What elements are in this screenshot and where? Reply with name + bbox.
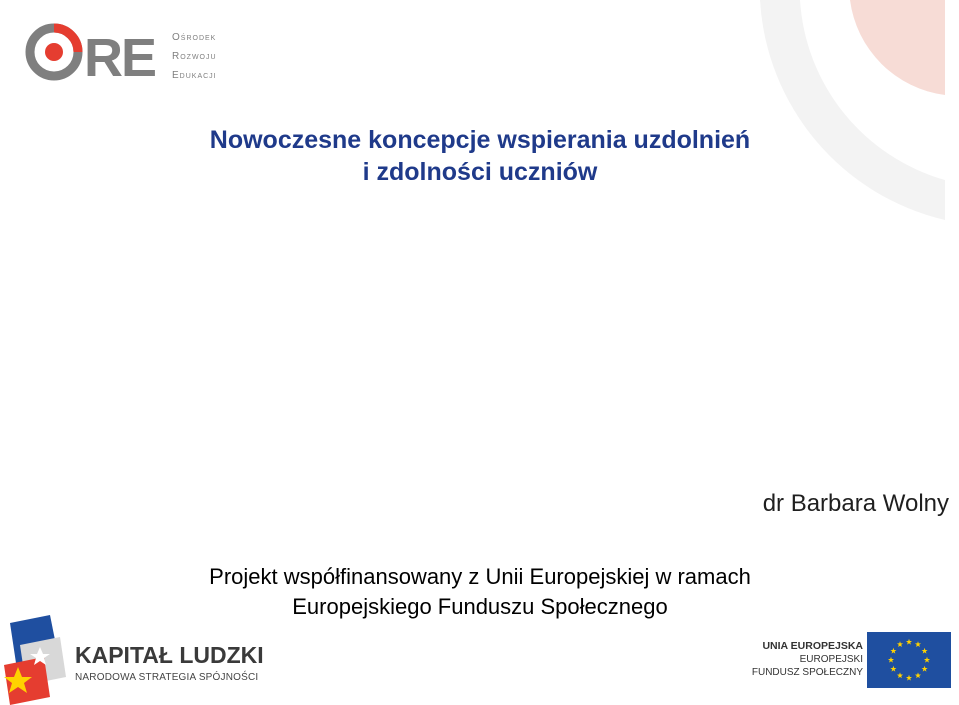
eu-line-1: UNIA EUROPEJSKA bbox=[762, 640, 863, 652]
kapital-ludzki-subtitle: NARODOWA STRATEGIA SPÓJNOŚCI bbox=[75, 672, 259, 683]
eu-flag-icon bbox=[867, 632, 951, 688]
ore-word-1: Ośrodek bbox=[172, 32, 217, 43]
project-line-1: Projekt współfinansowany z Unii Europejskiej w ramach bbox=[209, 564, 751, 589]
kapital-ludzki-logo bbox=[0, 615, 280, 705]
slide-title bbox=[120, 124, 840, 188]
project-line-2: Europejskiego Funduszu Społecznego bbox=[292, 594, 668, 619]
eu-logo-text bbox=[752, 640, 863, 679]
ore-word-3: Edukacji bbox=[172, 70, 217, 81]
ore-logo-mark bbox=[24, 22, 164, 86]
eu-line-2: EUROPEJSKI bbox=[799, 654, 863, 665]
title-line-1: Nowoczesne koncepcje wspierania uzdolnień bbox=[209, 126, 751, 154]
svg-text:RE: RE bbox=[84, 28, 156, 86]
ore-logo bbox=[24, 22, 254, 86]
ore-logo-words bbox=[172, 28, 217, 85]
project-note bbox=[130, 562, 830, 622]
kapital-ludzki-emblem bbox=[0, 615, 72, 705]
ore-word-2: Rozwoju bbox=[172, 51, 217, 62]
kapital-ludzki-title: KAPITAŁ LUDZKI bbox=[75, 642, 264, 668]
title-line-2: i zdolności uczniów bbox=[362, 158, 598, 186]
eu-line-3: FUNDUSZ SPOŁECZNY bbox=[751, 667, 863, 678]
eu-logo bbox=[740, 628, 959, 692]
author-name: dr Barbara Wolny bbox=[762, 490, 949, 517]
